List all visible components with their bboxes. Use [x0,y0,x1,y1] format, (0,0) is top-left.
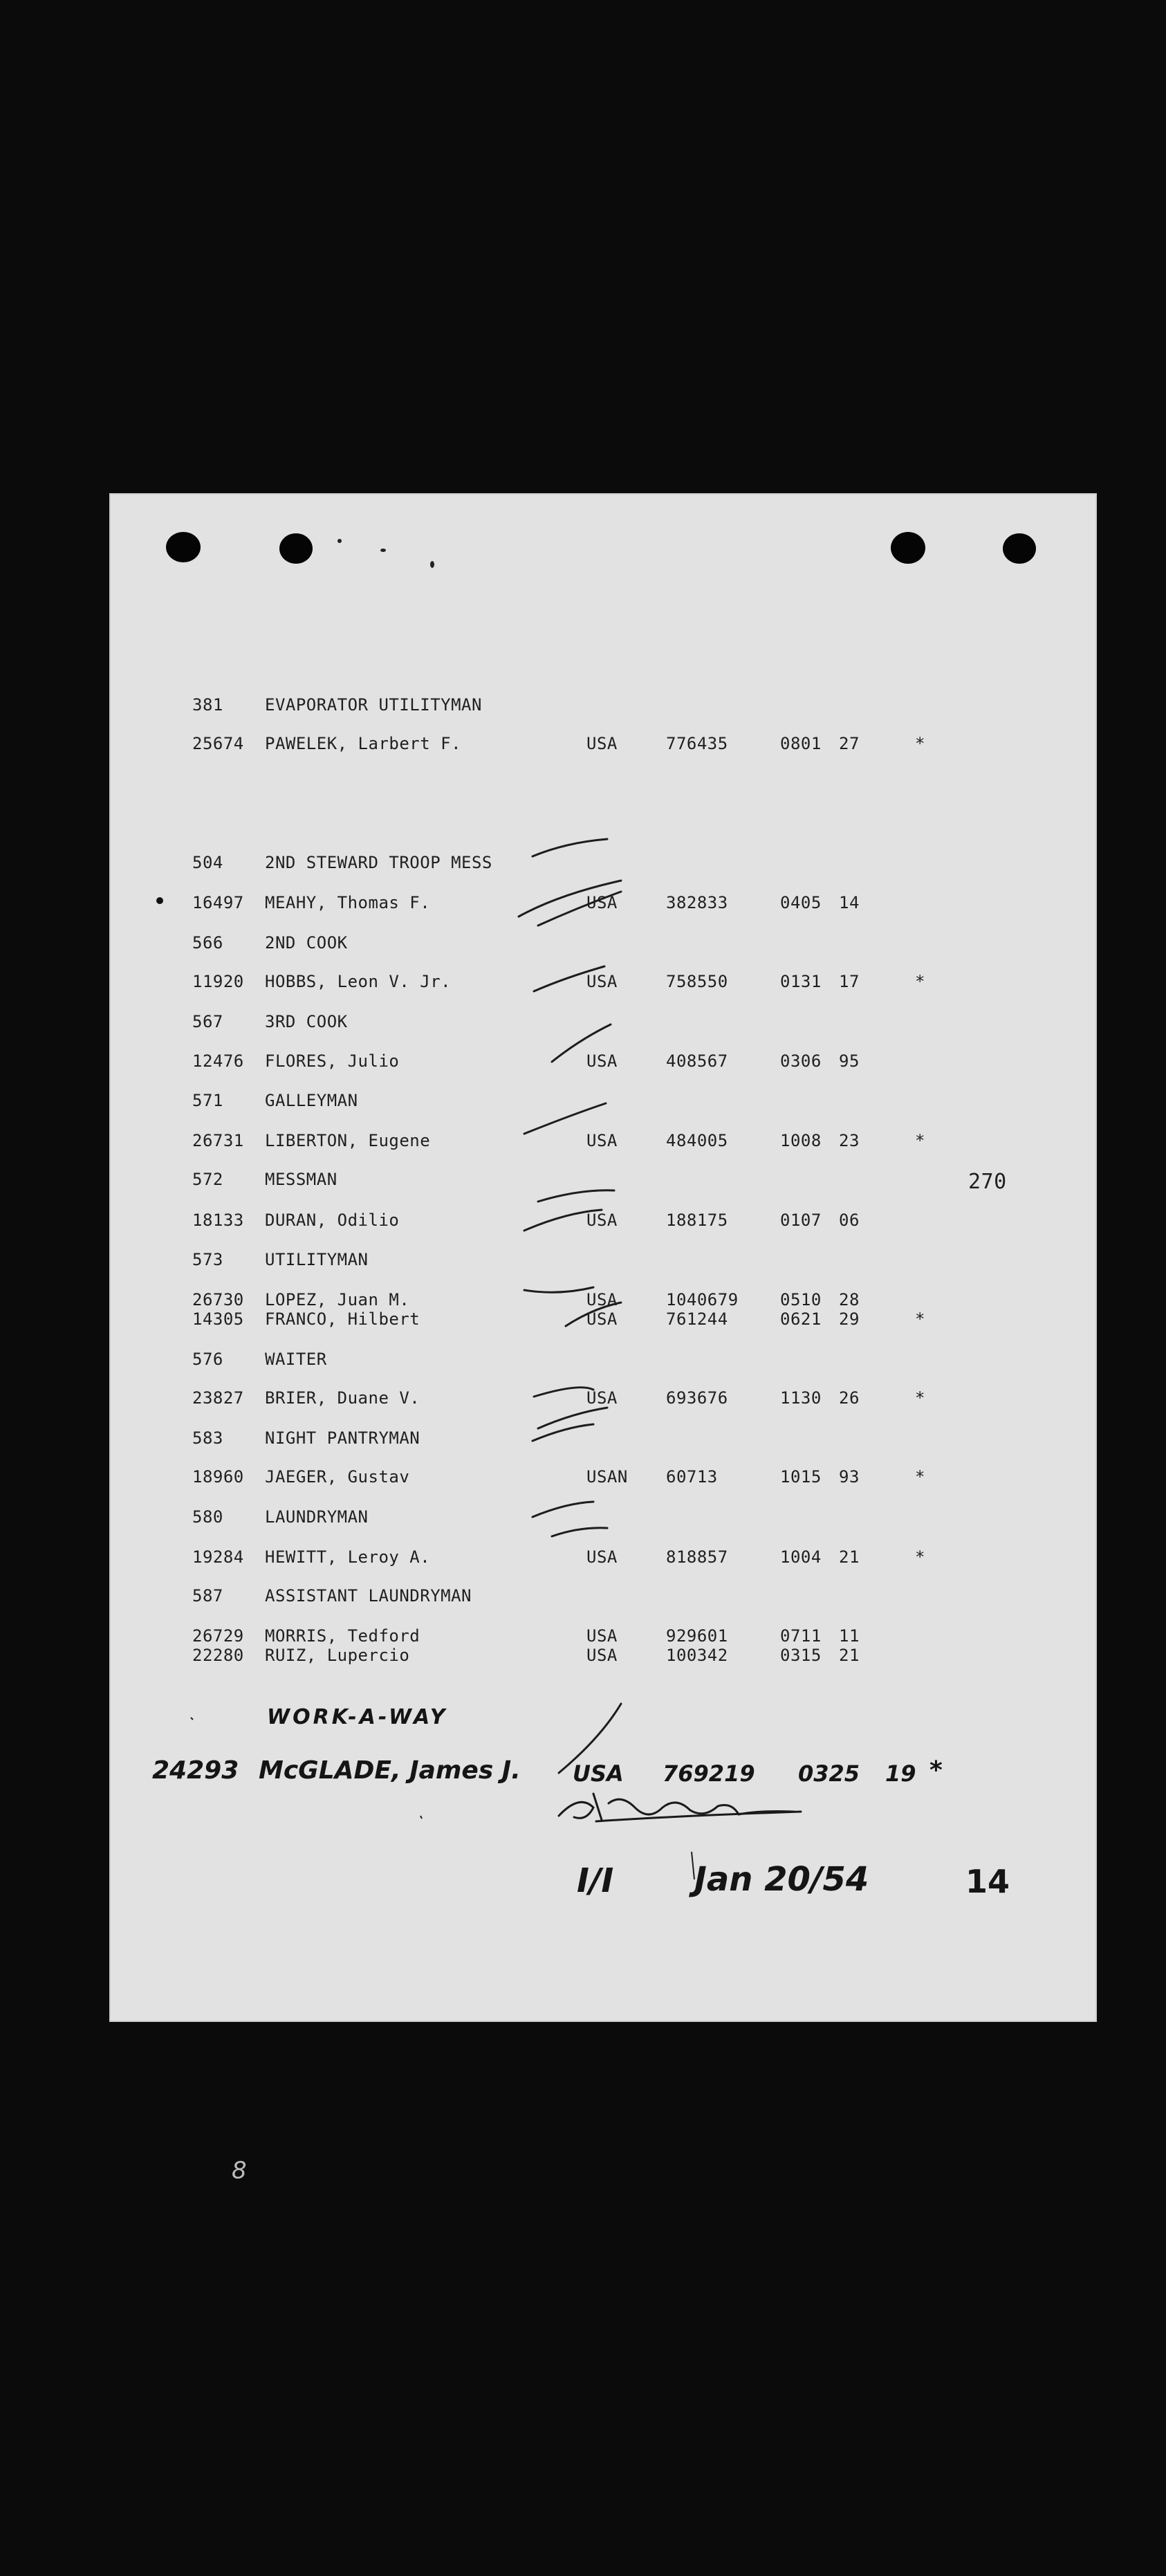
entry-nationality: USA [586,1309,618,1329]
entry-id: 18960 [192,1467,244,1487]
section-code: 567 [192,1012,223,1031]
entry-number: 100342 [666,1646,728,1665]
entry-num2: 21 [839,1646,860,1665]
entry-name: BRIER, Duane V. [265,1388,420,1408]
check-mark [538,1408,607,1428]
section-title: 2ND COOK [265,933,348,953]
section-title: ASSISTANT LAUNDRYMAN [265,1586,472,1606]
entry-number: 60713 [666,1467,718,1487]
entry-code: 1004 [780,1547,822,1567]
entry-num2: 29 [839,1309,860,1329]
document-page [109,493,1097,2022]
stray-marks [191,1718,694,1879]
entry-code: 0315 [780,1646,822,1665]
entry-nationality: USA [586,1646,618,1665]
entry-id: 26729 [192,1626,244,1646]
entry-name: LIBERTON, Eugene [265,1131,431,1150]
section-title: LAUNDRYMAN [265,1507,369,1527]
section-code: 580 [192,1507,223,1527]
entry-name: HOBBS, Leon V. Jr. [265,972,452,991]
section-title: WAITER [265,1350,327,1369]
entry-name: HEWITT, Leroy A. [265,1547,431,1567]
entry-code: 0711 [780,1626,822,1646]
section-code: 583 [192,1428,223,1448]
entry-code: 0405 [780,893,822,912]
section-code: 587 [192,1586,223,1606]
entry-num2: 14 [839,893,860,912]
entry-nationality: USA [586,734,618,753]
speck [337,539,342,543]
entry-id: 12476 [192,1051,244,1071]
entry-code: 0107 [780,1211,822,1230]
section-code: 571 [192,1091,223,1110]
section-title: GALLEYMAN [265,1091,358,1110]
entry-nationality: USA [586,1388,618,1408]
entry-num2: 95 [839,1051,860,1071]
handwritten-nationality: USA [573,1760,624,1787]
handwritten-name: McGLADE, James J. [259,1756,521,1785]
entry-nationality: USA [586,1290,618,1309]
entry-code: 1130 [780,1388,822,1408]
punch-hole-1 [166,532,201,562]
section-title: EVAPORATOR UTILITYMAN [265,695,482,715]
punch-hole-4 [1003,533,1036,564]
entry-num2: 23 [839,1131,860,1150]
entry-num2: 28 [839,1290,860,1309]
entry-id: 23827 [192,1388,244,1408]
section-title: NIGHT PANTRYMAN [265,1428,420,1448]
entry-number: 188175 [666,1211,728,1230]
entry-num2: 17 [839,972,860,991]
entry-number: 929601 [666,1626,728,1646]
entry-name: DURAN, Odilio [265,1211,400,1230]
entry-nationality: USA [586,972,618,991]
entry-id: 14305 [192,1309,244,1329]
entry-id: 26730 [192,1290,244,1309]
entry-nationality: USA [586,893,618,912]
handwritten-number: 769219 [663,1760,755,1787]
entry-code: 0131 [780,972,822,991]
section-title: MESSMAN [265,1170,337,1189]
entry-code: 0621 [780,1309,822,1329]
entry-id: 18133 [192,1211,244,1230]
entry-name: PAWELEK, Larbert F. [265,734,462,753]
entry-nationality: USA [586,1211,618,1230]
entry-num2: 26 [839,1388,860,1408]
entry-asterisk: * [915,1131,925,1150]
entry-code: 0801 [780,734,822,753]
section-code: 381 [192,695,223,715]
entry-num2: 21 [839,1547,860,1567]
handwritten-num2: 19 [885,1760,916,1787]
entry-number: 758550 [666,972,728,991]
entry-nationality: USAN [586,1467,628,1487]
entry-asterisk: * [915,1467,925,1487]
handwritten-star: * [929,1756,943,1785]
entry-code: 1008 [780,1131,822,1150]
entry-code: 1015 [780,1467,822,1487]
speck [156,897,163,904]
handwritten-count: 14 [965,1863,1010,1900]
check-mark [533,839,607,856]
entry-number: 1040679 [666,1290,739,1309]
entry-id: 16497 [192,893,244,912]
film-mark: 8 [232,2157,247,2184]
punch-hole-2 [279,533,313,564]
entry-number: 408567 [666,1051,728,1071]
handwritten-id: 24293 [152,1756,239,1785]
section-code: 566 [192,933,223,953]
entry-id: 25674 [192,734,244,753]
entry-num2: 06 [839,1211,860,1230]
check-mark [533,1502,593,1517]
entry-asterisk: * [915,734,925,753]
entry-code: 0306 [780,1051,822,1071]
check-mark [533,1424,593,1441]
check-mark [552,1528,607,1536]
check-mark [534,1388,593,1397]
entry-number: 382833 [666,893,728,912]
section-code: 572 [192,1170,223,1189]
entry-name: MORRIS, Tedford [265,1626,420,1646]
section-title: 2ND STEWARD TROOP MESS [265,853,492,872]
section-code: 576 [192,1350,223,1369]
entry-number: 818857 [666,1547,728,1567]
check-mark [538,1190,614,1202]
speck [430,561,434,568]
entry-num2: 27 [839,734,860,753]
entry-asterisk: * [915,1388,925,1408]
entry-name: FRANCO, Hilbert [265,1309,420,1329]
signature [559,1794,801,1821]
entry-num2: 11 [839,1626,860,1646]
entry-asterisk: * [915,1547,925,1567]
entry-asterisk: * [915,972,925,991]
check-mark [524,1103,606,1134]
entry-nationality: USA [586,1131,618,1150]
entry-name: RUIZ, Lupercio [265,1646,410,1665]
entry-num2: 93 [839,1467,860,1487]
entry-id: 11920 [192,972,244,991]
handwritten-code: 0325 [798,1760,860,1787]
entry-nationality: USA [586,1547,618,1567]
entry-name: FLORES, Julio [265,1051,400,1071]
punch-hole-3 [891,532,925,564]
handwritten-heading: WORK-A-WAY [267,1705,448,1729]
handwritten-date: Jan 20/54 [694,1860,869,1899]
entry-number: 484005 [666,1131,728,1150]
entry-id: 26731 [192,1131,244,1150]
check-mark [524,1287,593,1292]
entry-nationality: USA [586,1626,618,1646]
entry-number: 776435 [666,734,728,753]
speck [380,549,386,552]
entry-id: 19284 [192,1547,244,1567]
pen-marks [109,493,1097,2022]
entry-name: MEAHY, Thomas F. [265,893,431,912]
entry-number: 693676 [666,1388,728,1408]
entry-code: 0510 [780,1290,822,1309]
section-code: 573 [192,1250,223,1269]
page-number: 270 [968,1170,1007,1194]
section-code: 504 [192,853,223,872]
entry-nationality: USA [586,1051,618,1071]
entry-id: 22280 [192,1646,244,1665]
section-title: UTILITYMAN [265,1250,369,1269]
handwritten-initials: I/I [577,1861,614,1900]
entry-name: JAEGER, Gustav [265,1467,410,1487]
section-title: 3RD COOK [265,1012,348,1031]
entry-number: 761244 [666,1309,728,1329]
entry-name: LOPEZ, Juan M. [265,1290,410,1309]
entry-asterisk: * [915,1309,925,1329]
